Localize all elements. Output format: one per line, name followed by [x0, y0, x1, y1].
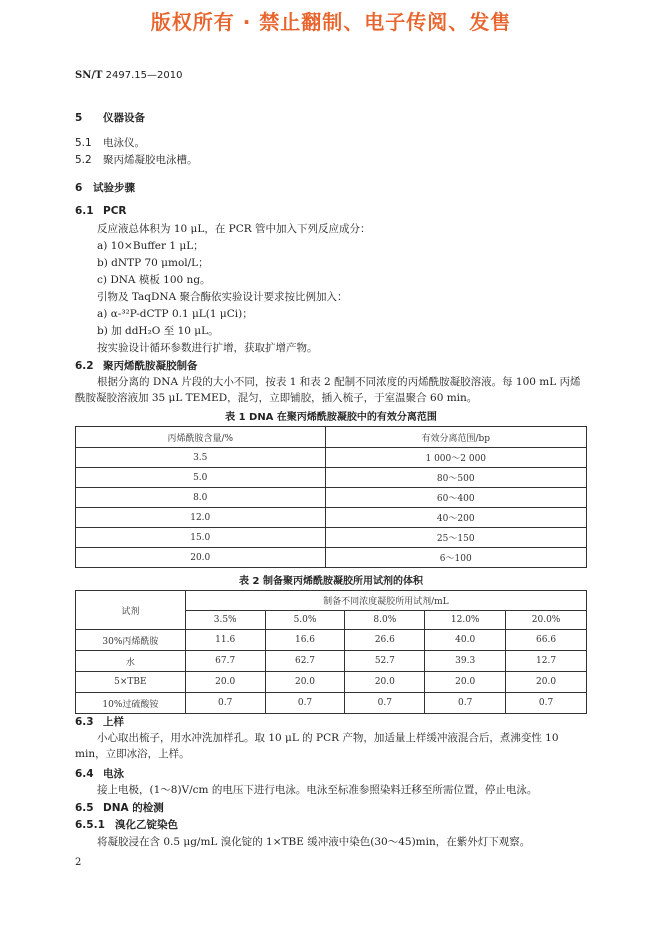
section-6-number: 6 — [75, 182, 83, 194]
section-6-5-title: DNA 的检测 — [103, 802, 164, 814]
table-cell: 1 000～2 000 — [325, 448, 587, 468]
table-row — [76, 488, 587, 508]
table-row — [76, 548, 587, 568]
section-6-2-title: 聚丙烯酰胺凝胶制备 — [103, 360, 198, 372]
table-cell: 15.0 — [76, 528, 326, 548]
section-6-2-paragraph: 根据分离的 DNA 片段的大小不同，按表 1 和表 2 配制不同浓度的丙烯酰胺凝胶溶液。每 100 mL 丙烯酰胺凝胶溶液加 35 μL TEMED，混匀，立即铺胶，插入梳子，于室温聚合 60 min。 — [75, 376, 581, 404]
section-6-4-title: 电泳 — [103, 768, 124, 780]
section-6-1-heading — [75, 205, 127, 217]
table-1 — [75, 426, 587, 568]
table-cell: 水 — [76, 651, 186, 672]
table-cell: 25～150 — [325, 528, 587, 548]
table-cell: 67.7 — [185, 651, 265, 672]
section-6-4-heading — [75, 766, 124, 781]
standard-number — [75, 70, 182, 81]
table-2-caption: 表 2 制备聚丙烯酰胺凝胶所用试剂的体积 — [239, 576, 423, 587]
table-row — [76, 672, 587, 693]
table-row — [76, 468, 587, 488]
table-2-reagent-header: 试剂 — [76, 591, 186, 630]
table-cell: 30%丙烯酰胺 — [76, 630, 186, 651]
pcr-line: 反应液总体积为 10 μL，在 PCR 管中加入下列反应成分： — [97, 223, 371, 235]
section-6-5-number: 6.5 — [75, 802, 94, 814]
table-cell: 11.6 — [185, 630, 265, 651]
section-6-4-paragraph: 接上电极，(1～8)V/cm 的电压下进行电泳。电泳至标准参照染料迁移至所需位置，停止电泳。 — [97, 784, 538, 796]
section-6-heading — [75, 180, 135, 195]
section-6-3-title: 上样 — [103, 716, 124, 728]
table-cell: 80～500 — [325, 468, 587, 488]
watermark: 版权所有 · 禁止翻制、电子传阅、发售 — [150, 10, 512, 34]
pcr-line: b) 加 ddH₂O 至 10 μL。 — [97, 325, 219, 337]
section-6-title: 试验步骤 — [93, 182, 135, 194]
table-cell: 20.0 — [185, 672, 265, 693]
page-number: 2 — [75, 857, 82, 868]
table-row — [76, 693, 587, 714]
section-6-2-heading — [75, 358, 198, 373]
table-1-header-range: 有效分离范围/bp — [325, 427, 587, 448]
table-cell: 0.7 — [265, 693, 345, 714]
table-cell: 0.7 — [506, 693, 587, 714]
table-cell: 10%过硫酸铵 — [76, 693, 186, 714]
table-row — [76, 630, 587, 651]
table-1-caption: 表 1 DNA 在聚丙烯酰胺凝胶中的有效分离范围 — [225, 412, 437, 423]
section-6-3-heading — [75, 714, 124, 729]
section-6-1-number: 6.1 — [75, 205, 94, 217]
section-6-5-1-title: 溴化乙锭染色 — [115, 819, 178, 831]
section-6-4-number: 6.4 — [75, 768, 94, 780]
table-cell: 5.0 — [76, 468, 326, 488]
table-2-conc-header: 5.0% — [265, 611, 345, 630]
table-cell: 20.0 — [345, 672, 425, 693]
section-5-number: 5 — [75, 112, 83, 124]
table-2-conc-header: 8.0% — [345, 611, 425, 630]
section-6-5-1-number: 6.5.1 — [75, 819, 105, 831]
standard-rest: 2497.15—2010 — [102, 70, 183, 81]
table-2-conc-header: 20.0% — [506, 611, 587, 630]
section-6-5-heading — [75, 800, 164, 815]
section-5-2-text: 聚丙烯凝胶电泳槽。 — [103, 154, 198, 166]
pcr-line: c) DNA 模板 100 ng。 — [97, 274, 211, 286]
table-row — [76, 528, 587, 548]
section-6-5-1-heading — [75, 817, 178, 832]
table-cell: 52.7 — [345, 651, 425, 672]
table-cell: 8.0 — [76, 488, 326, 508]
section-6-3-number: 6.3 — [75, 716, 94, 728]
pcr-line: 按实验设计循环参数进行扩增，获取扩增产物。 — [97, 342, 318, 354]
table-cell: 62.7 — [265, 651, 345, 672]
table-1-header-content: 丙烯酰胺含量/% — [76, 427, 326, 448]
pcr-line: a) 10×Buffer 1 μL； — [97, 240, 204, 252]
table-cell: 60～400 — [325, 488, 587, 508]
section-5-1-text: 电泳仪。 — [103, 137, 145, 149]
table-cell: 20.0 — [76, 548, 326, 568]
table-row — [76, 651, 587, 672]
section-5-2 — [75, 153, 198, 167]
table-row — [76, 448, 587, 468]
table-2-conc-header: 12.0% — [425, 611, 506, 630]
pcr-line: 引物及 TaqDNA 聚合酶依实验设计要求按比例加入： — [97, 291, 348, 303]
table-cell: 12.7 — [506, 651, 587, 672]
section-5-1 — [75, 136, 145, 150]
table-cell: 3.5 — [76, 448, 326, 468]
table-2 — [75, 590, 587, 714]
table-cell: 40.0 — [425, 630, 506, 651]
table-2-group-header: 制备不同浓度凝胶所用试剂/mL — [185, 591, 586, 611]
table-cell: 12.0 — [76, 508, 326, 528]
table-cell: 0.7 — [345, 693, 425, 714]
table-cell: 26.6 — [345, 630, 425, 651]
section-5-heading — [75, 110, 145, 125]
table-cell: 20.0 — [265, 672, 345, 693]
section-6-3-paragraph: 小心取出梳子，用水冲洗加样孔。取 10 μL 的 PCR 产物，加适量上样缓冲液混合后，煮沸变性 10 min，立即冰浴，上样。 — [75, 732, 559, 760]
table-cell: 0.7 — [185, 693, 265, 714]
section-5-1-number: 5.1 — [75, 137, 92, 149]
table-cell: 40～200 — [325, 508, 587, 528]
table-cell: 16.6 — [265, 630, 345, 651]
section-6-1-title: PCR — [103, 205, 127, 217]
section-5-title: 仪器设备 — [103, 112, 145, 124]
table-cell: 0.7 — [425, 693, 506, 714]
table-2-conc-header: 3.5% — [185, 611, 265, 630]
standard-prefix: SN/T — [75, 70, 103, 81]
table-cell: 66.6 — [506, 630, 587, 651]
pcr-line: a) α-³²P-dCTP 0.1 μL(1 μCi)； — [97, 308, 253, 320]
table-cell: 20.0 — [425, 672, 506, 693]
table-cell: 6～100 — [325, 548, 587, 568]
table-cell: 39.3 — [425, 651, 506, 672]
table-cell: 20.0 — [506, 672, 587, 693]
pcr-line: b) dNTP 70 μmol/L； — [97, 257, 209, 269]
table-cell: 5×TBE — [76, 672, 186, 693]
table-row — [76, 508, 587, 528]
section-6-5-1-paragraph: 将凝胶浸在含 0.5 μg/mL 溴化锭的 1×TBE 缓冲液中染色(30～45)min，在紫外灯下观察。 — [97, 836, 531, 848]
section-5-2-number: 5.2 — [75, 154, 92, 166]
section-6-2-number: 6.2 — [75, 360, 94, 372]
